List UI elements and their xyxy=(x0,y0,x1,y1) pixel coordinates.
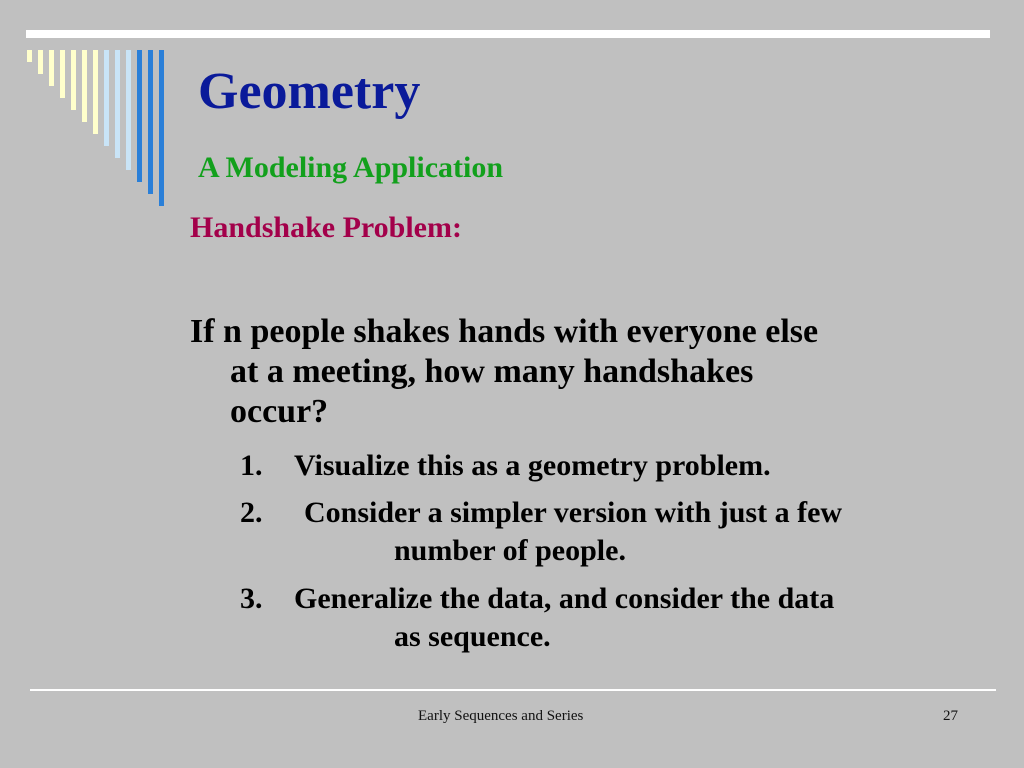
step-text: as sequence. xyxy=(394,620,551,653)
top-divider xyxy=(26,30,990,38)
stripe-1 xyxy=(27,50,32,62)
step-number: 3. xyxy=(240,582,263,615)
stripe-9 xyxy=(115,50,120,158)
stripe-7 xyxy=(93,50,98,134)
stripe-6 xyxy=(82,50,87,122)
stripe-13 xyxy=(159,50,164,206)
question-line: at a meeting, how many handshakes xyxy=(230,353,754,390)
section-heading: Handshake Problem: xyxy=(190,211,462,244)
step-text: number of people. xyxy=(394,534,626,567)
step-item-3 xyxy=(240,580,834,656)
stripe-11 xyxy=(137,50,142,182)
bottom-divider xyxy=(30,689,996,691)
stripe-3 xyxy=(49,50,54,86)
stripe-5 xyxy=(71,50,76,110)
stripe-8 xyxy=(104,50,109,146)
problem-question xyxy=(190,312,950,432)
step-text: Consider a simpler version with just a few xyxy=(304,496,843,529)
stripe-4 xyxy=(60,50,65,98)
question-line: occur? xyxy=(230,393,329,430)
step-text: Generalize the data, and consider the data xyxy=(294,582,835,615)
step-item-2 xyxy=(240,494,842,570)
slide-subtitle: A Modeling Application xyxy=(198,151,504,184)
step-item-1 xyxy=(240,447,771,485)
question-line: If n people shakes hands with everyone else xyxy=(190,313,819,350)
step-text: Visualize this as a geometry problem. xyxy=(294,449,771,482)
stripe-12 xyxy=(148,50,153,194)
slide-title: Geometry xyxy=(198,63,421,120)
step-number: 2. xyxy=(240,496,263,529)
footer-title: Early Sequences and Series xyxy=(418,708,584,724)
step-number: 1. xyxy=(240,449,263,482)
page-number: 27 xyxy=(943,708,958,724)
stripe-2 xyxy=(38,50,43,74)
stripe-10 xyxy=(126,50,131,170)
